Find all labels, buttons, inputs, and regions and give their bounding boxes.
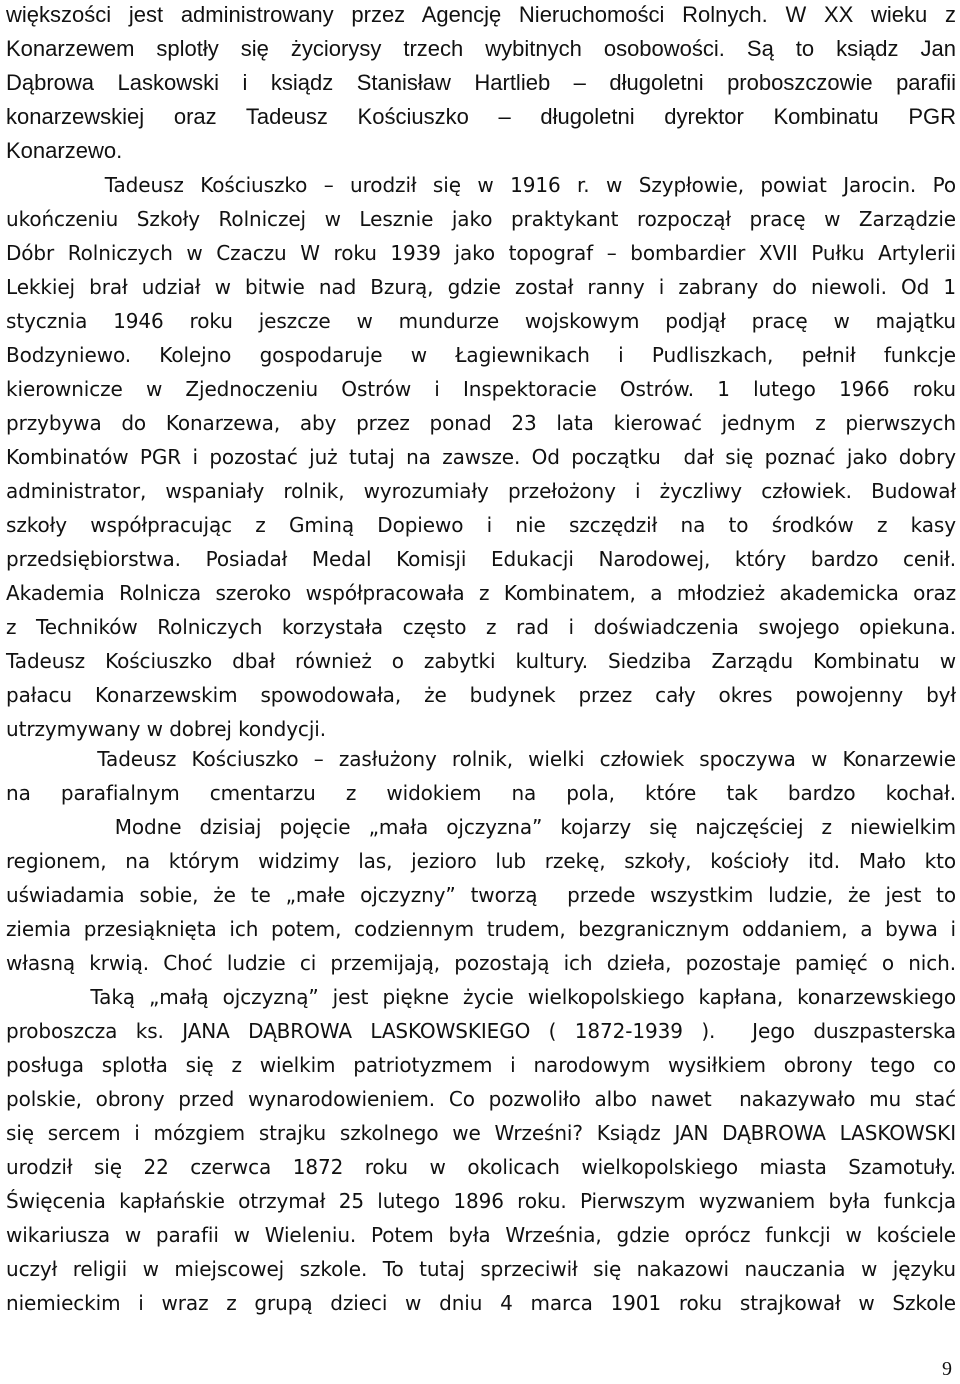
text-line: uświadamia sobie, że te „małe ojczyzny” tworzą przede wszystkim ludzie, że jest to	[6, 883, 956, 907]
text-line: proboszcza ks. JANA DĄBROWA LASKOWSKIEGO ( 1872-1939 ). Jego duszpasterska	[6, 1019, 956, 1043]
text-line: ukończeniu Szkoły Rolniczej w Lesznie jako praktykant rozpoczął pracę w Zarządzie	[6, 207, 956, 231]
text-line: Taką „małą ojczyzną” jest piękne życie wielkopolskiego kapłana, konarzewskiego	[6, 985, 956, 1009]
text-line: Tadeusz Kościuszko dbał również o zabytki kultury. Siedziba Zarządu Kombinatu w	[6, 649, 956, 673]
text-line: Święcenia kapłańskie otrzymał 25 lutego 1896 roku. Pierwszym wyzwaniem była funkcja	[6, 1189, 956, 1213]
text-line: polskie, obrony przed wynarodowieniem. Co pozwoliło albo nawet nakazywało mu stać	[6, 1087, 956, 1111]
text-line: pałacu Konarzewskim spowodowała, że budynek przez cały okres powojenny był	[6, 683, 956, 707]
text-line: administrator, wspaniały rolnik, wyrozumiały przełożony i życzliwy człowiek. Budował	[6, 479, 956, 503]
text-line: szkoły współpracując z Gminą Dopiewo i nie szczędził na to środków z kasy	[6, 513, 956, 537]
text-line: Dóbr Rolniczych w Czaczu W roku 1939 jako topograf – bombardier XVII Pułku Artylerii	[6, 241, 956, 265]
text-line: kierownicze w Zjednoczeniu Ostrów i Inspektoracie Ostrów. 1 lutego 1966 roku	[6, 377, 956, 401]
text-line: urodził się 22 czerwca 1872 roku w okolicach wielkopolskiego miasta Szamotuły.	[6, 1155, 956, 1179]
text-line: na parafialnym cmentarzu z widokiem na pola, które tak bardzo kochał.	[6, 781, 956, 805]
text-line: utrzymywany w dobrej kondycji.	[6, 717, 326, 741]
text-line: Kombinatów PGR i pozostać już tutaj na zawsze. Od początku dał się poznać jako dobry	[6, 445, 956, 469]
text-line: z Techników Rolniczych korzystała często z rad i doświadczenia swojego opiekuna.	[6, 615, 956, 639]
page-number: 9	[942, 1358, 952, 1380]
text-line: większości jest administrowany przez Agencję Nieruchomości Rolnych. W XX wieku z	[6, 2, 956, 27]
text-line: Bodzyniewo. Kolejno gospodaruje w Łagiewnikach i Pudliszkach, pełnił funkcje	[6, 343, 956, 367]
text-line: niemieckim i wraz z grupą dzieci w dniu 4 marca 1901 roku strajkował w Szkole	[6, 1291, 956, 1315]
text-line: przybywa do Konarzewa, aby przez ponad 23 lata kierować jednym z pierwszych	[6, 411, 956, 435]
text-line: Modne dzisiaj pojęcie „mała ojczyzna” kojarzy się najczęściej z niewielkim	[6, 815, 956, 839]
text-line: Akademia Rolnicza szeroko współpracowała z Kombinatem, a młodzież akademicka oraz	[6, 581, 956, 605]
text-line: posługa splotła się z wielkim patriotyzmem i narodowym wysiłkiem obrony tego co	[6, 1053, 956, 1077]
text-line: ziemia przesiąknięta ich potem, codziennym trudem, bezgranicznym oddaniem, a bywa i	[6, 917, 956, 941]
text-line: się sercem i mózgiem strajku szkolnego we Wrześni? Ksiądz JAN DĄBROWA LASKOWSKI	[6, 1121, 956, 1145]
text-line: Tadeusz Kościuszko – zasłużony rolnik, wielki człowiek spoczywa w Konarzewie	[6, 747, 956, 771]
text-line: regionem, na którym widzimy las, jezioro lub rzekę, szkoły, kościoły itd. Mało kto	[6, 849, 956, 873]
text-line: Konarzewo.	[6, 138, 123, 163]
text-line: wikariusza w parafii w Wieleniu. Potem była Września, gdzie oprócz funkcji w kościele	[6, 1223, 956, 1247]
text-line: przedsiębiorstwa. Posiadał Medal Komisji Edukacji Narodowej, który bardzo cenił.	[6, 547, 956, 571]
text-line: uczył religii w miejscowej szkole. To tutaj sprzeciwił się nakazowi nauczania w języku	[6, 1257, 956, 1281]
text-line: Tadeusz Kościuszko – urodził się w 1916 r. w Szypłowie, powiat Jarocin. Po	[6, 173, 956, 197]
text-line: Dąbrowa Laskowski i ksiądz Stanisław Hartlieb – długoletni proboszczowie parafii	[6, 70, 956, 95]
text-line: stycznia 1946 roku jeszcze w mundurze wojskowym podjął pracę w majątku	[6, 309, 956, 333]
text-line: konarzewskiej oraz Tadeusz Kościuszko – długoletni dyrektor Kombinatu PGR	[6, 104, 956, 129]
text-line: Konarzewem splotły się życiorysy trzech wybitnych osobowości. Są to ksiądz Jan	[6, 36, 956, 61]
text-line: Lekkiej brał udział w bitwie nad Bzurą, gdzie został ranny i zabrany do niewoli. Od 1	[6, 275, 956, 299]
text-line: własną krwią. Choć ludzie ci przemijają, pozostają ich dzieła, pozostaje pamięć o nich.	[6, 951, 956, 975]
